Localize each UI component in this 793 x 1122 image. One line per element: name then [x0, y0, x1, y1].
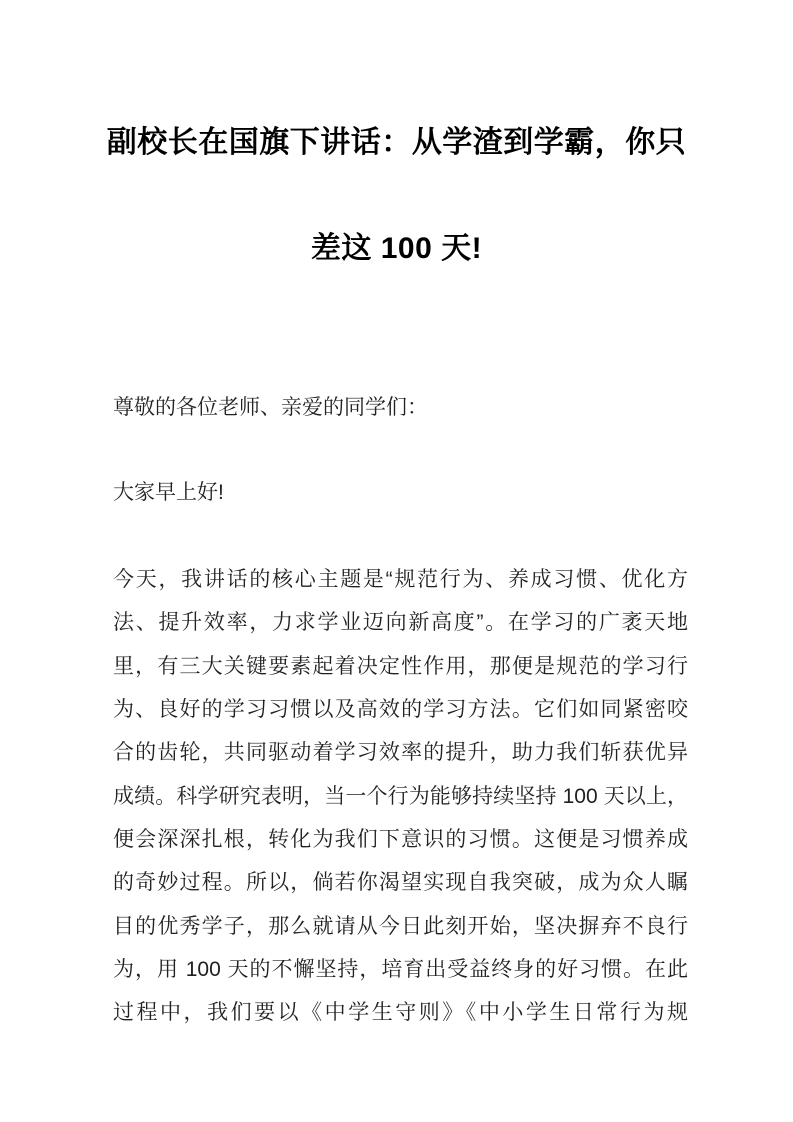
main-paragraph — [113, 558, 688, 1035]
document-title-line-1: 副校长在国旗下讲话：从学渣到学霸，你只 — [106, 126, 687, 159]
body-line: 目的优秀学子，那么就请从今日此刻开始，坚决摒弃不良行 — [113, 914, 688, 938]
body-line: 过程中，我们要以《中学生守则》《中小学生日常行为规 — [113, 1001, 688, 1025]
body-line: 为、良好的学习习惯以及高效的学习方法。它们如同紧密咬 — [113, 698, 688, 722]
body-line: 为，用 100 天的不懈坚持，培育出受益终身的好习惯。在此 — [113, 958, 688, 982]
body-line: 成绩。科学研究表明，当一个行为能够持续坚持 100 天以上， — [113, 784, 688, 808]
body-line: 便会深深扎根，转化为我们下意识的习惯。这便是习惯养成 — [113, 828, 688, 852]
body-line: 的奇妙过程。所以，倘若你渴望实现自我突破，成为众人瞩 — [113, 871, 688, 895]
body-line: 今天，我讲话的核心主题是“规范行为、养成习惯、优化方 — [113, 568, 688, 591]
document-title-line-2: 差这 100 天! — [310, 232, 483, 265]
body-line: 法、提升效率，力求学业迈向新高度”。在学习的广袤天地 — [113, 611, 688, 635]
body-line: 合的齿轮，共同驱动着学习效率的提升，助力我们斩获优异 — [113, 741, 688, 765]
salute-paragraph: 大家早上好! — [113, 481, 224, 504]
body-line: 里，有三大关键要素起着决定性作用，那便是规范的学习行 — [113, 654, 688, 678]
greeting-paragraph: 尊敬的各位老师、亲爱的同学们： — [113, 396, 428, 419]
